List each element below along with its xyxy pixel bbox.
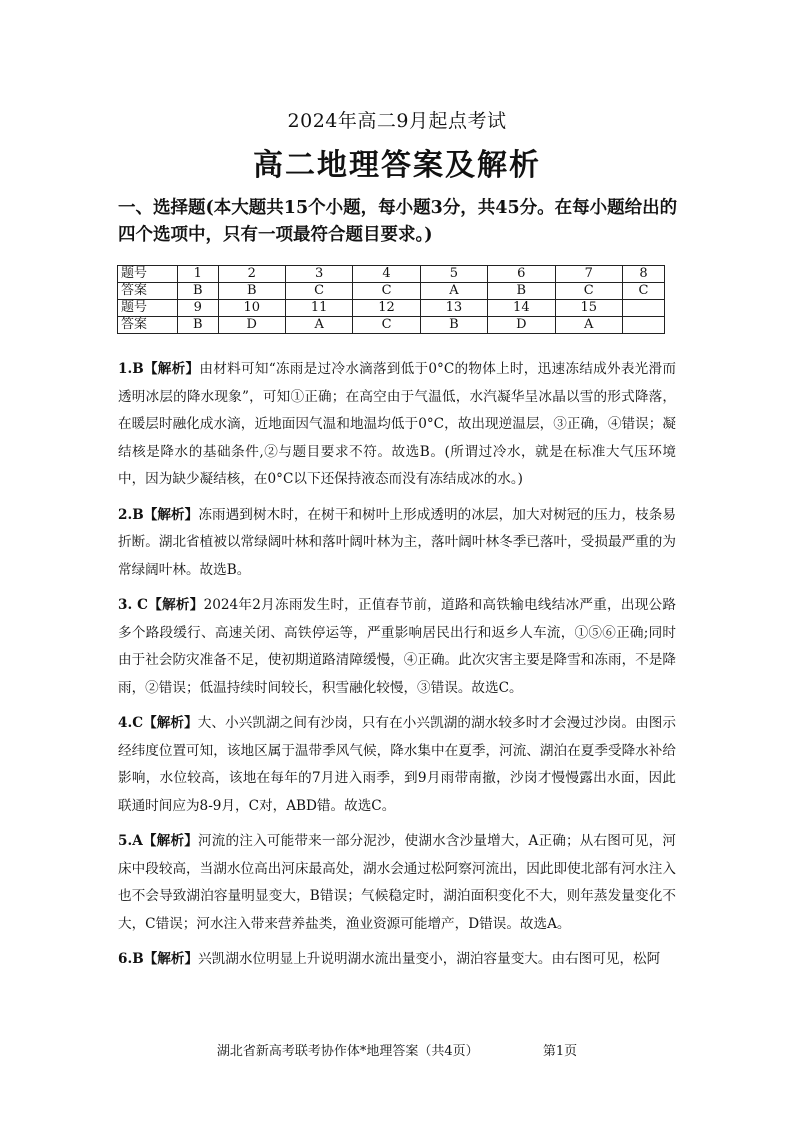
table-cell: C (285, 283, 352, 300)
table-cell: B (420, 317, 487, 334)
table-cell: C (555, 283, 622, 300)
table-cell: B (178, 283, 219, 300)
table-cell: 1 (178, 266, 219, 283)
table-cell: 4 (353, 266, 420, 283)
section-heading: 一、选择题(本大题共15个小题，每小题3分，共45分。在每小题给出的四个选项中，只有一项最符合题目要求。) (118, 198, 678, 245)
table-row (118, 317, 665, 334)
footer-source: 湖北省新高考联考协作体*地理答案（共4页） (216, 1044, 479, 1059)
table-cell: 6 (488, 266, 555, 283)
table-cell: A (285, 317, 352, 334)
table-cell: 5 (420, 266, 487, 283)
question-answer-label: 1.B【解析】 (118, 361, 200, 377)
table-cell: 9 (178, 300, 219, 317)
table-cell: 8 (622, 266, 664, 283)
explanation-text: 冻雨遇到树木时，在树干和树叶上形成透明的冰层，加大对树冠的压力，枝条易折断。湖北省植被以常绿阔叶林和落叶阔叶林为主，落叶阔叶林冬季已落叶，受损最严重的为常绿阔叶林。故选B。 (118, 506, 677, 578)
table-cell: 11 (285, 300, 352, 317)
explanation-text: 兴凯湖水位明显上升说明湖水流出量变小，湖泊容量变大。由右图可见，松阿 (198, 951, 661, 967)
table-cell: A (555, 317, 622, 334)
answer-table (117, 265, 665, 334)
question-answer-label: 6.B【解析】 (118, 951, 199, 967)
exam-subtitle: 2024年高二9月起点考试 (287, 110, 507, 132)
explanation-text: 由材料可知“冻雨是过冷水滴落到低于0°C的物体上时，迅速冻结成外表光滑而透明冰层的降水现象”，可知①正确；在高空由于气温低，水汽凝华呈冰晶以雪的形式降落，在暖层时融化成水滴，近地面因气温和地温均低于0°C，故出现逆温层，③正确，④错误；凝结核是降水的基础条件,②与题目要求不符。故选B。(所谓过冷水，就是在标准大气压环境中，因为缺少凝结核，在0°C以下还保持液态而没有冻结成冰的水。) (118, 361, 676, 487)
table-cell: B (218, 283, 285, 300)
table-cell: B (488, 283, 555, 300)
explanation-paragraph (118, 356, 676, 494)
page-number: 第1页 (542, 1044, 578, 1059)
explanation-text: 河流的注入可能带来一部分泥沙，使湖水含沙量增大，A正确；从右图可见，河床中段较高，当湖水位高出河床最高处，湖水会通过松阿察河流出，因此即使北部有河水注入也不会导致湖泊容量明显变大，B错误；气候稳定时，湖泊面积变化不大，则年蒸发量变化不大，C错误；河水注入带来营养盐类，渔业资源可能增产，D错误。故选A。 (118, 833, 676, 932)
explanation-text: 大、小兴凯湖之间有沙岗，只有在小兴凯湖的湖水较多时才会漫过沙岗。由图示经纬度位置可知，该地区属于温带季风气候，降水集中在夏季，河流、湖泊在夏季受降水补给影响，水位较高，该地在每年的7月进入雨季，到9月雨带南撤，沙岗才慢慢露出水面，因此联通时间应为8-9月，C对，ABD错。故选C。 (118, 715, 676, 814)
explanation-paragraph (118, 592, 676, 702)
table-cell: 2 (218, 266, 285, 283)
question-answer-label: 4.C【解析】 (118, 715, 198, 731)
row-header: 题号 (118, 266, 178, 283)
table-cell: 3 (285, 266, 352, 283)
question-answer-label: 2.B【解析】 (118, 506, 199, 523)
table-cell: 10 (218, 300, 285, 317)
table-cell: 15 (555, 300, 622, 317)
document-title: 高二地理答案及解析 (253, 148, 541, 183)
table-cell: D (218, 317, 285, 334)
table-cell: 7 (555, 266, 622, 283)
table-cell: B (178, 317, 219, 334)
table-cell (622, 300, 664, 317)
table-cell: D (488, 317, 555, 334)
explanation-list (118, 356, 676, 982)
table-cell: C (353, 317, 420, 334)
page-footer (0, 1040, 794, 1059)
table-cell: 12 (353, 300, 420, 317)
explanation-text: 2024年2月冻雨发生时，正值春节前，道路和高铁输电线结冰严重，出现公路多个路段缓行、高速关闭、高铁停运等，严重影响居民出行和返乡人车流，①⑤⑥正确;同时由于社会防灾准备不足，使初期道路清障缓慢，④正确。此次灾害主要是降雪和冻雨，不是降雨，②错误；低温持续时间较长，积雪融化较慢，③错误。故选C。 (118, 597, 676, 696)
table-cell: C (622, 283, 664, 300)
explanation-paragraph (118, 828, 676, 938)
table-row (118, 266, 665, 283)
question-answer-label: 5.A【解析】 (118, 833, 198, 849)
table-row (118, 300, 665, 317)
table-cell: 14 (488, 300, 555, 317)
explanation-paragraph (118, 710, 676, 820)
table-cell: C (353, 283, 420, 300)
table-cell (622, 317, 664, 334)
question-answer-label: 3. C【解析】 (118, 597, 204, 613)
explanation-paragraph (118, 946, 676, 974)
row-header: 题号 (118, 300, 178, 317)
explanation-paragraph (118, 502, 676, 585)
table-cell: 13 (420, 300, 487, 317)
row-header: 答案 (118, 317, 178, 334)
table-cell: A (420, 283, 487, 300)
row-header: 答案 (118, 283, 178, 300)
table-row (118, 283, 665, 300)
